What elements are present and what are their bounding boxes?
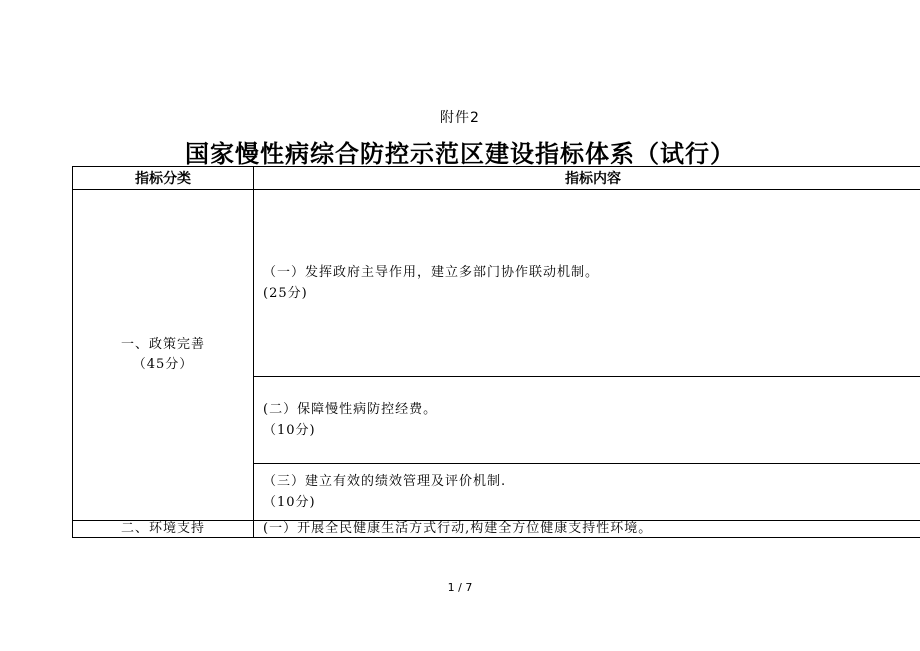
category-name: 一、政策完善 [120,337,205,352]
category-cell-policy [73,190,254,521]
attachment-label: 附件2 [440,110,480,126]
category-name: 二、环境支持 [120,521,205,536]
header-category: 指标分类 [73,167,254,190]
item-text: (一）开展全民健康生活方式行动,构建全方位健康支持性环境。 [263,521,653,536]
table-row [73,190,920,377]
item-score: (25分) [263,286,308,301]
item-text: （一）发挥政府主导作用，建立多部门协作联动机制。 [263,265,600,280]
document-title: 国家慢性病综合防控示范区建设指标体系（试行） [185,140,735,168]
content-cell [254,464,920,521]
content-cell [254,521,920,538]
item-score: （10分) [263,495,316,510]
category-score: （45分） [132,357,194,372]
content-cell [254,190,920,377]
header-content: 指标内容 [254,167,920,190]
item-score: （10分) [263,423,316,438]
page-number: 1 / 7 [447,581,473,594]
table-row [73,521,920,538]
category-cell-environment [73,521,254,538]
item-text: (二）保障慢性病防控经费。 [263,402,438,417]
content-cell [254,377,920,464]
item-text: （三）建立有效的绩效管理及评价机制. [263,474,507,489]
table-header-row [73,167,920,190]
indicator-table [72,166,920,538]
